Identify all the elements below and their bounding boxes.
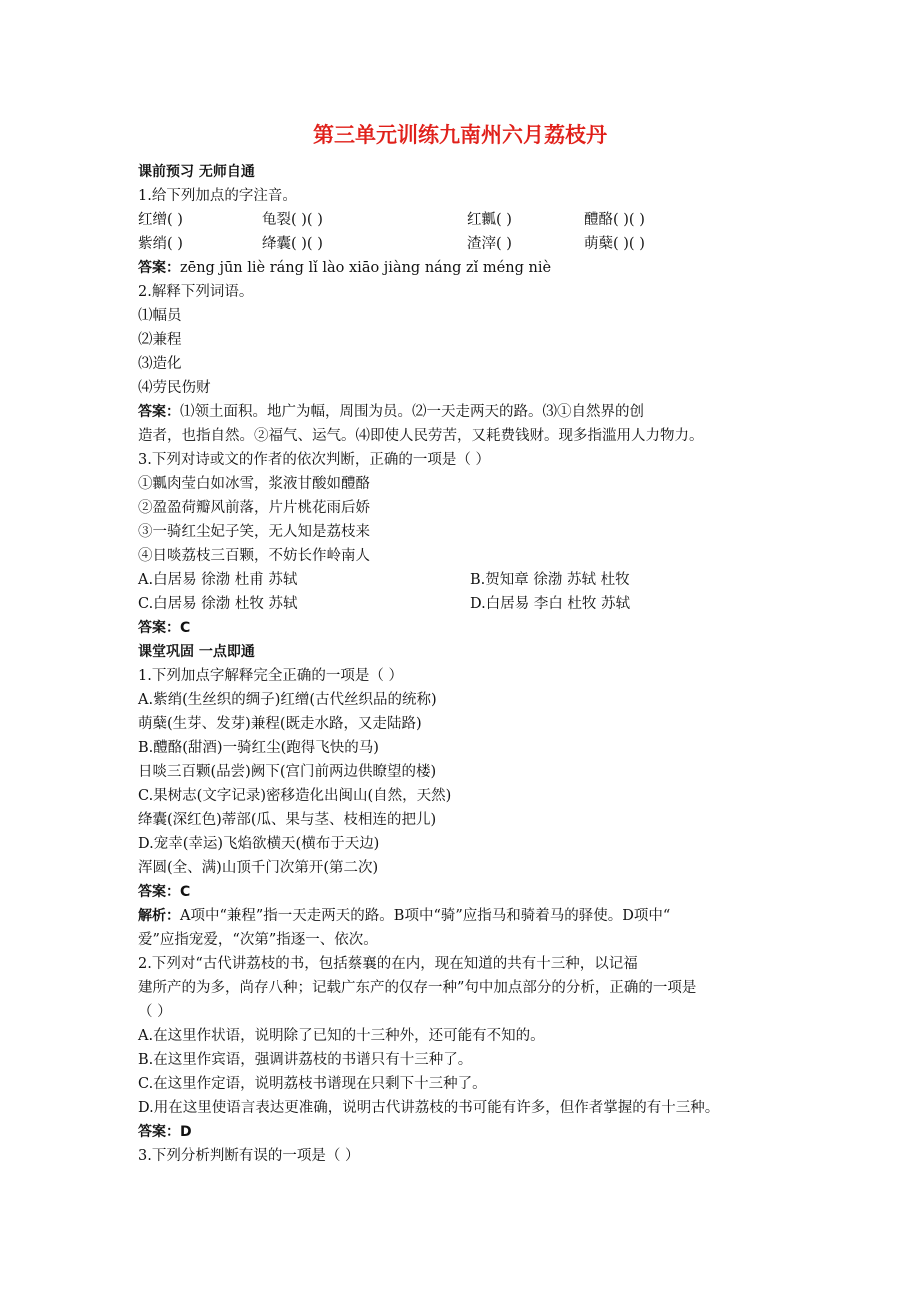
option-c: C.白居易 徐渤 杜牧 苏轼 [138,596,298,612]
blank-item: 萌蘖( )( ) [584,236,645,252]
analysis-text: A项中“兼程”指一天走两天的路。B项中“骑”应指马和骑着马的驿使。D项中“ [180,908,671,924]
answer-text: ⑴领土面积。地广为幅，周围为员。⑵一天走两天的路。⑶①自然界的创 [180,404,644,420]
document-body [138,160,788,1168]
option-b: B.贺知章 徐渤 苏轼 杜牧 [470,572,630,588]
option-line: 日啖三百颗(品尝)阙下(宫门前两边供瞭望的楼) [138,764,437,780]
page-title: 第三单元训练九南州六月荔枝丹 [313,123,607,147]
question-2: 2.解释下列词语。 [138,284,254,300]
question-1: 1.给下列加点的字注音。 [138,188,297,204]
poem-line: ②盈盈荷瓣风前落，片片桃花雨后娇 [138,500,370,516]
answer-3 [138,616,788,640]
pinyin-row-2 [138,232,788,256]
poem-line: ③一骑红尘妃子笑，无人知是荔枝来 [138,524,370,540]
answer-1 [138,256,788,280]
options-row [138,592,788,616]
analysis-label: 解析： [138,908,180,924]
question-2-cont: 建所产的为多，尚存八种；记载广东产的仅存一种”句中加点部分的分析，正确的一项是 [138,980,697,996]
option-line: D.宠幸(幸运)飞焰欲横天(横布于天边) [138,836,380,852]
poem-line: ④日啖荔枝三百颗，不妨长作岭南人 [138,548,370,564]
answer-2 [138,400,788,424]
option-line: 绛囊(深红色)蒂部(瓜、果与茎、枝相连的把儿) [138,812,437,828]
option-line: B.在这里作宾语，强调讲荔枝的书谱只有十三种了。 [138,1052,473,1068]
option-a: A.白居易 徐渤 杜甫 苏轼 [138,572,298,588]
option-line: 萌蘖(生芽、发芽)兼程(既走水路，又走陆路) [138,716,422,732]
option-line: C.果树志(文字记录)密移造化出闽山(自然，天然) [138,788,452,804]
option-line: A.在这里作状语，说明除了已知的十三种外，还可能有不知的。 [138,1028,545,1044]
options-row [138,568,788,592]
answer-text: D [180,1124,192,1140]
answer-text: C [180,620,191,636]
question-2-cont: （ ） [138,1004,172,1020]
question-1: 1.下列加点字解释完全正确的一项是（ ） [138,668,403,684]
answer-label: 答案： [138,404,180,420]
analysis-cont: 爱”应指宠爱，“次第”指逐一、依次。 [138,932,378,948]
answer-label: 答案： [138,260,180,276]
pinyin-row-1 [138,208,788,232]
option-line: B.醴酪(甜酒)一骑红尘(跑得飞快的马) [138,740,379,756]
blank-item: 绛囊( )( ) [262,236,323,252]
poem-line: ①瓤肉莹白如冰雪，浆液甘酸如醴酪 [138,476,370,492]
answer-2 [138,1120,788,1144]
blank-item: 渣滓( ) [467,236,512,252]
blank-item: 红瓤( ) [467,212,512,228]
term-item: ⑶造化 [138,356,182,372]
section-heading-classroom: 课堂巩固 一点即通 [138,644,255,660]
blank-item: 龟裂( )( ) [262,212,323,228]
option-line: D.用在这里使语言表达更准确，说明古代讲荔枝的书可能有许多，但作者掌握的有十三种。 [138,1100,720,1116]
answer-label: 答案： [138,620,180,636]
blank-item: 红缯( ) [138,212,183,228]
term-item: ⑵兼程 [138,332,182,348]
option-line: C.在这里作定语，说明荔枝书谱现在只剩下十三种了。 [138,1076,487,1092]
answer-label: 答案： [138,884,180,900]
option-line: A.紫绡(生丝织的绸子)红缯(古代丝织品的统称) [138,692,437,708]
answer-2-cont: 造者，也指自然。②福气、运气。⑷即使人民劳苦，又耗费钱财。现多指滥用人力物力。 [138,428,704,444]
option-d: D.白居易 李白 杜牧 苏轼 [470,596,631,612]
question-3: 3.下列分析判断有误的一项是（ ） [138,1148,360,1164]
term-item: ⑴幅员 [138,308,182,324]
blank-item: 醴酪( )( ) [584,212,645,228]
section-heading-preview: 课前预习 无师自通 [138,164,255,180]
analysis [138,904,788,928]
term-item: ⑷劳民伤财 [138,380,211,396]
answer-text: zēng jūn liè ráng lǐ lào xiāo jiàng náng zǐ méng niè [180,260,552,276]
answer-text: C [180,884,191,900]
question-3: 3.下列对诗或文的作者的依次判断，正确的一项是（ ） [138,452,490,468]
question-2: 2.下列对“古代讲荔枝的书，包括蔡襄的在内，现在知道的共有十三种，以记福 [138,956,638,972]
answer-1 [138,880,788,904]
option-line: 浑圆(全、满)山顶千门次第开(第二次) [138,860,379,876]
answer-label: 答案： [138,1124,180,1140]
blank-item: 紫绡( ) [138,236,183,252]
